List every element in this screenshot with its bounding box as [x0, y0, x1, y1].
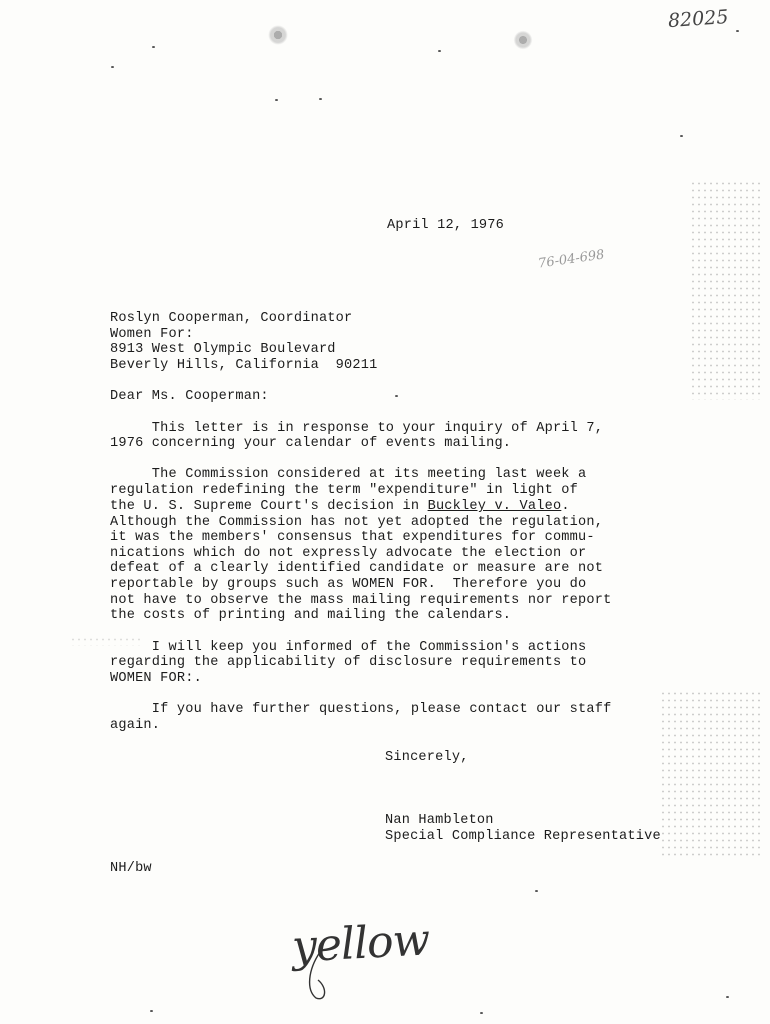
scan-noise	[660, 690, 760, 860]
scan-speck	[680, 135, 683, 137]
scan-speck	[535, 890, 538, 892]
typist-initials: NH/bw	[110, 861, 152, 876]
body-line-text: the U. S. Supreme Court's decision in	[110, 499, 428, 514]
handwritten-note: yellow	[290, 914, 431, 973]
scan-speck	[150, 1010, 153, 1012]
signer-title: Special Compliance Representative	[385, 829, 661, 844]
body-line: Although the Commission has not yet adopted the regulation,	[110, 515, 604, 530]
scan-speck	[275, 99, 278, 101]
letter-date: April 12, 1976	[387, 218, 505, 233]
recipient-line: 8913 West Olympic Boulevard	[110, 342, 336, 357]
body-line: This letter is in response to your inquiry of April 7,	[110, 421, 604, 436]
body-line: reportable by groups such as WOMEN FOR. Therefore you do	[110, 577, 587, 592]
handwriting-loop-decoration	[300, 950, 340, 1010]
body-line: The Commission considered at its meeting last week a	[110, 467, 587, 482]
scan-noise	[70, 636, 140, 646]
body-line: regarding the applicability of disclosure requirements to	[110, 655, 587, 670]
recipient-line: Beverly Hills, California 90211	[110, 358, 378, 373]
case-citation: Buckley v. Valeo	[427, 499, 562, 514]
body-line: If you have further questions, please contact our staff	[110, 702, 612, 717]
body-line-text: .	[561, 499, 570, 514]
signer-name: Nan Hambleton	[385, 813, 494, 828]
recipient-line: Women For:	[110, 327, 194, 342]
body-line: defeat of a clearly identified candidate or measure are not	[110, 561, 604, 576]
stamp-number-annotation: 76-04-698	[537, 247, 606, 272]
seal-mark-right	[513, 28, 533, 52]
scan-speck	[395, 395, 398, 397]
body-line: the costs of printing and mailing the calendars.	[110, 608, 512, 623]
body-line: I will keep you informed of the Commission's actions	[110, 640, 587, 655]
body-line	[110, 500, 570, 513]
scan-speck	[111, 66, 114, 68]
body-line: not have to observe the mass mailing requirements nor report	[110, 593, 612, 608]
scan-speck	[726, 996, 729, 998]
recipient-line: Roslyn Cooperman, Coordinator	[110, 311, 353, 326]
scan-noise	[690, 180, 760, 400]
closing: Sincerely,	[385, 750, 469, 765]
scan-speck	[319, 98, 322, 100]
scan-speck	[152, 46, 155, 48]
body-line: nications which do not expressly advocate the election or	[110, 546, 587, 561]
salutation: Dear Ms. Cooperman:	[110, 389, 269, 404]
body-line: WOMEN FOR:.	[110, 671, 202, 686]
scan-speck	[736, 30, 739, 32]
seal-mark-left	[268, 22, 288, 48]
body-line: regulation redefining the term "expenditure" in light of	[110, 483, 579, 498]
body-line: again.	[110, 718, 161, 733]
file-number-annotation: 82025	[667, 5, 730, 33]
body-line: it was the members' consensus that expenditures for commu-	[110, 530, 595, 545]
body-line: 1976 concerning your calendar of events mailing.	[110, 436, 512, 451]
scan-speck	[438, 50, 441, 52]
scan-speck	[480, 1012, 483, 1014]
